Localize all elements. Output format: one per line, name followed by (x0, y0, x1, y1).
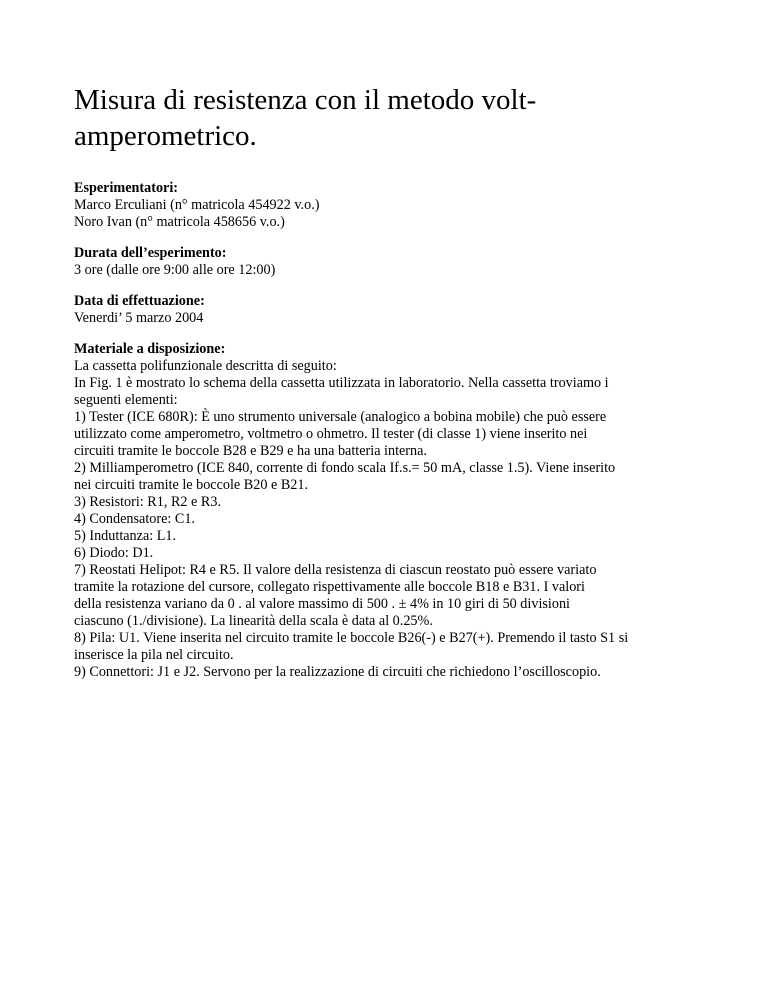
materials-line: tramite la rotazione del cursore, collegato rispettivamente alle boccole B18 e B31. I valori (74, 579, 585, 595)
experimenters-heading: Esperimentatori: (74, 180, 179, 196)
materials-line: 3) Resistori: R1, R2 e R3. (74, 494, 222, 510)
materials-line: utilizzato come amperometro, voltmetro o ohmetro. Il tester (di classe 1) viene inserito nei (74, 426, 588, 442)
materials-line: inserisce la pila nel circuito. (74, 647, 234, 663)
materials-line: 8) Pila: U1. Viene inserita nel circuito tramite le boccole B26(-) e B27(+). Premendo il tasto S1 si (74, 630, 629, 646)
materials-line: ciascuno (1./divisione). La linearità della scala è data al 0.25%. (74, 613, 433, 629)
date-heading: Data di effettuazione: (74, 293, 205, 309)
materials-section (74, 341, 694, 681)
materials-line: 1) Tester (ICE 680R): È uno strumento universale (analogico a bobina mobile) che può essere (74, 409, 607, 425)
materials-line: della resistenza variano da 0 . al valore massimo di 500 . ± 4% in 10 giri di 50 divisioni (74, 596, 570, 612)
materials-line: 4) Condensatore: C1. (74, 511, 195, 527)
materials-line: nei circuiti tramite le boccole B20 e B21. (74, 477, 309, 493)
experimenter-line: Marco Erculiani (n° matricola 454922 v.o.) (74, 197, 320, 213)
materials-line: In Fig. 1 è mostrato lo schema della cassetta utilizzata in laboratorio. Nella cassetta troviamo i (74, 375, 609, 391)
materials-line: 6) Diodo: D1. (74, 545, 154, 561)
materials-line: 9) Connettori: J1 e J2. Servono per la realizzazione di circuiti che richiedono l’oscilloscopio. (74, 664, 601, 680)
document-title: Misura di resistenza con il metodo volt-amperometrico. (74, 84, 537, 152)
duration-section (74, 245, 694, 279)
date-section (74, 293, 694, 327)
materials-line: La cassetta polifunzionale descritta di seguito: (74, 358, 337, 374)
materials-line: 2) Milliamperometro (ICE 840, corrente di fondo scala If.s.= 50 mA, classe 1.5). Viene inserito (74, 460, 616, 476)
materials-line: 5) Induttanza: L1. (74, 528, 177, 544)
document-page (74, 82, 694, 695)
materials-line: seguenti elementi: (74, 392, 178, 408)
experimenters-section (74, 180, 694, 231)
materials-heading: Materiale a disposizione: (74, 341, 226, 357)
duration-line: 3 ore (dalle ore 9:00 alle ore 12:00) (74, 262, 276, 278)
materials-body (74, 358, 694, 681)
duration-heading: Durata dell’esperimento: (74, 245, 227, 261)
experimenter-line: Noro Ivan (n° matricola 458656 v.o.) (74, 214, 285, 230)
materials-line: circuiti tramite le boccole B28 e B29 e ha una batteria interna. (74, 443, 427, 459)
materials-line: 7) Reostati Helipot: R4 e R5. Il valore della resistenza di ciascun reostato può essere variato (74, 562, 597, 578)
date-line: Venerdi’ 5 marzo 2004 (74, 310, 204, 326)
